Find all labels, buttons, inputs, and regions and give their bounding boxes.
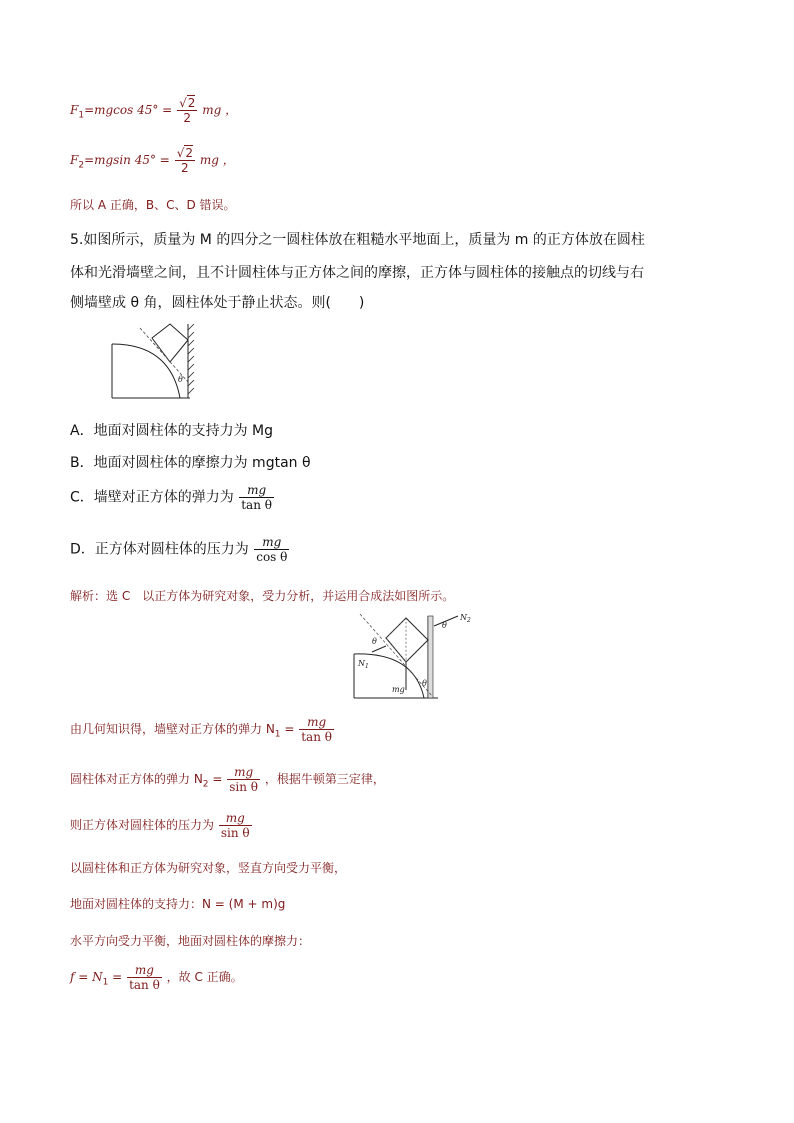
figure1-wall-hatching [188,324,194,394]
option-d[interactable]: D．正方体对圆柱体的压力为 $\frac{mg}{\text{cos θ}}$ [70,535,288,564]
figure2-wall-block [428,616,433,698]
step-support-force: 地面对圆柱体的支持力：N = (M + m)g [70,897,286,911]
f1-symbol: F [70,103,79,117]
step-cylinder-force: 圆柱体对正方体的弹力 $N_2$ = $\frac{mg}{\text{sin θ}}$ ，根据牛顿第三定律， [70,765,385,794]
figure2-mg-label: mg [392,685,405,694]
f1-fraction: $\frac{√2}{2}$ [179,96,196,125]
figure-force-analysis [346,612,476,702]
figure2-cube [386,618,428,662]
figure1-theta-label: θ [178,375,183,384]
option-c-fraction: $\frac{mg}{\text{tan θ}}$ [241,483,272,512]
option-b[interactable]: B．地面对圆柱体的摩擦力为 mgtan θ [70,455,311,471]
figure2-n2-label: $N_2$ [460,613,471,624]
figure2-n1-arrow [372,646,386,652]
question-line-3: 侧墙壁成 θ 角，圆柱体处于静止状态。则( ) [70,295,365,311]
question-line-1: 5.如图所示，质量为 M 的四分之一圆柱体放在粗糙水平地面上，质量为 m 的正方体放在圆柱 [70,232,645,248]
figure-cylinder-cube [100,322,200,400]
figure2-theta-label-left: θ [372,637,377,646]
formula-f1: $F_1=mgcos$ 45° = $\frac{√2}{2}$ mg ， [70,96,238,125]
step-friction-result: $f = N_1$ = $\frac{mg}{\text{tan θ}}$ ，故 C 正确。 [70,963,243,992]
step2-fraction: $\frac{mg}{\text{sin θ}}$ [229,765,258,794]
option-d-fraction: $\frac{mg}{\text{cos θ}}$ [256,535,288,564]
option-a[interactable]: A．地面对圆柱体的支持力为 Mg [70,423,273,439]
figure1-cube [152,324,188,362]
figure2-force-parallelogram [386,618,406,662]
step1-fraction: $\frac{mg}{\text{tan θ}}$ [301,715,332,744]
step-horizontal-balance: 水平方向受力平衡，地面对圆柱体的摩擦力： [70,934,311,948]
step7-fraction: $\frac{mg}{\text{tan θ}}$ [129,963,160,992]
option-c[interactable]: C．墙壁对正方体的弹力为 $\frac{mg}{\text{tan θ}}$ [70,483,272,512]
figure2-theta-label-bottom: θ [422,679,427,688]
question-line-2: 体和光滑墙壁之间，且不计圆柱体与正方体之间的摩擦，正方体与圆柱体的接触点的切线与右 [70,265,644,281]
analysis-intro: 解析：选 C 以正方体为研究对象，受力分析，并运用合成法如图所示。 [70,589,455,603]
f2-symbol: F [70,153,79,167]
step-wall-force: 由几何知识得，墙壁对正方体的弹力 $N_1$ = $\frac{mg}{\text{tan θ}}$ [70,715,332,744]
figure2-n1-label: $N_1$ [358,659,369,670]
step-pressure: 则正方体对圆柱体的压力为 $\frac{mg}{\text{sin θ}}$ [70,811,250,840]
f2-fraction: $\frac{√2}{2}$ [176,146,193,175]
formula-f2: $F_2=mgsin$ 45° = $\frac{√2}{2}$ mg ， [70,146,235,175]
step3-fraction: $\frac{mg}{\text{sin θ}}$ [220,811,250,840]
step-vertical-balance: 以圆柱体和正方体为研究对象，竖直方向受力平衡， [70,861,347,875]
figure2-theta-label-top: θ [442,621,447,630]
previous-conclusion: 所以 A 正确，B、C、D 错误。 [70,198,236,212]
